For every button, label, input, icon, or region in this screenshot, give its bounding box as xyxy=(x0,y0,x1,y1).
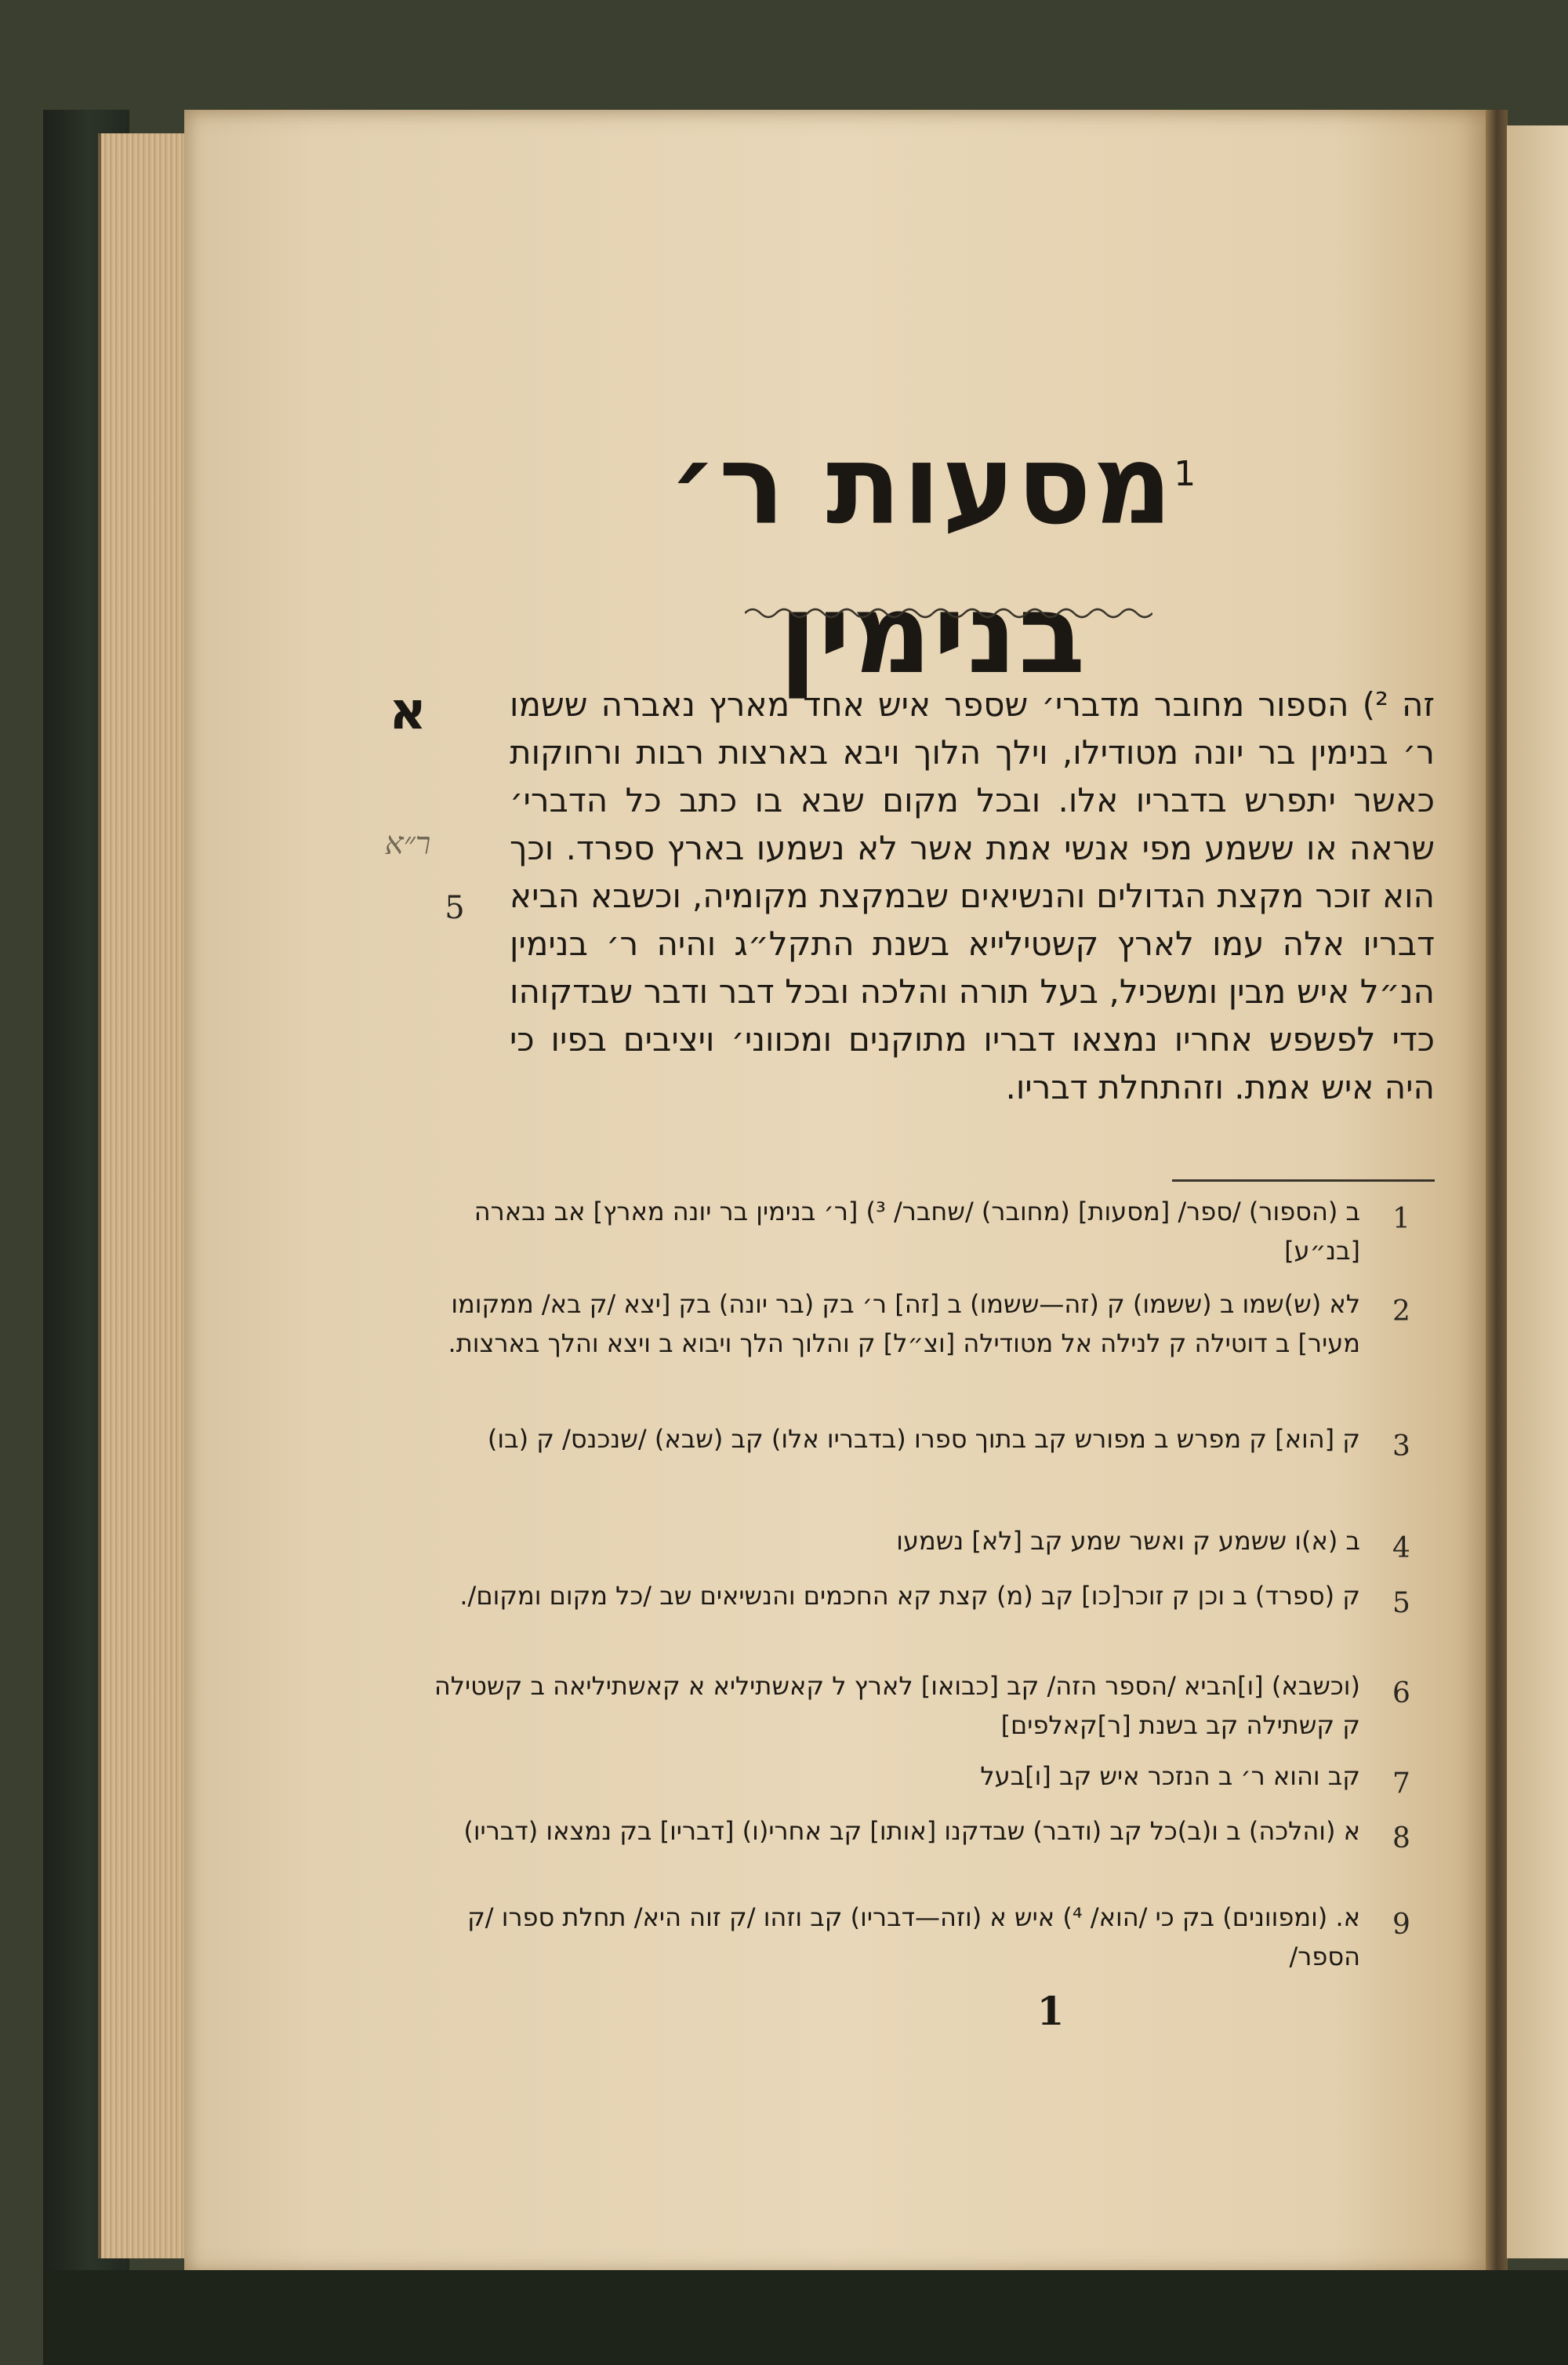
apparatus-line-number: 5 xyxy=(1392,1587,1410,1619)
apparatus-text: (וכשבא) [ו]הביא /הספר הזה/ קב [כבואו] לארץ ל קאשתיליא א קאשתיליאה ב קשטילה ק קשתילה קב בשנת [ר]קאלפים] xyxy=(434,1671,1360,1740)
apparatus-text: א. (ומפוונים) בק כי /הוא/ ⁴) איש א (וזה—דבריו) קב וזהו /ק זוה היא/ תחלת ספרו /ק הספר/ xyxy=(467,1902,1360,1971)
apparatus-row xyxy=(423,1898,1443,1976)
paragraph-text: זה ²) הספור מחובר מדברי׳ שספר איש אחד מארץ נאברה ששמו ר׳ בנימין בר יונה מטודילו, וילך הלוך ויבא בארצות רבות ורחוקות כאשר יתפרש בדבריו אלו. ובכל מקום שבא בו כתב כל הדברי׳ שראה או ששמע מפי אנשי אמת אשר לא נשמעו בארץ ספרד. וכך הוא זוכר מקצת הגדולים והנשיאים שבמקצת מקומיה, וכשבא הביא דבריו אלה עמו לארץ קשטילייא בשנת התקל״ג והיה ר׳ בנימין הנ״ל איש מבין ומשכיל, בעל תורה והלכה ובכל דבר ודבר שבדקוהו כדי לפשפש אחריו נמצאו דבריו מתוקנים ומכווני׳ ויציבים בפיו כי היה איש אמת. וזהתחלת דבריו. xyxy=(510,685,1435,1106)
line-number: 5 xyxy=(445,890,465,926)
apparatus-row xyxy=(423,1192,1443,1270)
facing-page-edge xyxy=(1507,125,1568,2258)
apparatus-row xyxy=(423,1811,1443,1858)
book-gutter xyxy=(1486,110,1508,2274)
apparatus-row xyxy=(423,1284,1443,1363)
apparatus-text: לא (ש)שמו ב (ששמו) ק (זה—ששמו) ב [זה] ר׳ בק (בר יונה) בק [יצא /ק בא/ ממקומו מעיר] ב דוטילה ק לנילה אל מטודילה [וצ״ל] ק והלוך הלך ויבוא ב ויצא והלך בארצות. xyxy=(448,1289,1360,1358)
page-number: 1 xyxy=(1036,1988,1065,2034)
handwritten-note: ר״א xyxy=(384,826,431,862)
apparatus-text: ב (א)ו ששמע ק ואשר שמע קב [לא] נשמעו xyxy=(896,1526,1360,1556)
apparatus-line-number: 3 xyxy=(1392,1430,1410,1462)
book-cover-bottom xyxy=(43,2270,1568,2365)
apparatus-row xyxy=(423,1419,1443,1466)
apparatus-text: ב (הספור) /ספר/ [מסעות] (מחובר) /שחבר/ ³) [ר׳ בנימין בר יונה מארץ] אב נבארה [בנ״ע] xyxy=(474,1197,1360,1266)
apparatus-list xyxy=(423,1192,1443,2007)
apparatus-line-number: 4 xyxy=(1392,1532,1410,1564)
apparatus-text: ק (ספרד) ב וכן ק זוכר[כו] קב (מ) קצת קא החכמים והנשיאים שב /כל מקום ומקום/. xyxy=(459,1581,1360,1611)
apparatus-text: ק [הוא] ק מפרש ב מפורש קב בתוך ספרו (בדבריו אלו) קב (שבא) /שנכנס/ ק (בו) xyxy=(487,1424,1360,1454)
apparatus-row xyxy=(423,1521,1443,1568)
apparatus-line-number: 7 xyxy=(1392,1767,1410,1800)
title-footnote-marker: 1 xyxy=(1174,454,1198,494)
apparatus-text: קב והוא ר׳ ב הנזכר איש קב [ו]בעל xyxy=(980,1761,1360,1791)
page-edges xyxy=(98,133,195,2258)
apparatus-line-number: 9 xyxy=(1392,1909,1410,1941)
apparatus-line-number: 2 xyxy=(1392,1295,1410,1328)
page-title xyxy=(549,400,1317,699)
footnote-separator xyxy=(1172,1179,1435,1182)
main-paragraph xyxy=(510,681,1435,1111)
apparatus-text: א (והלכה) ב ו(ב)כל קב (ודבר) שבדקנו [אותו] קב אחרי(ו) [דבריו] בק נמצאו (דבריו) xyxy=(463,1816,1360,1846)
apparatus-line-number: 8 xyxy=(1392,1822,1410,1855)
apparatus-row xyxy=(423,1756,1443,1804)
apparatus-line-number: 1 xyxy=(1392,1203,1410,1235)
apparatus-row xyxy=(423,1576,1443,1623)
apparatus-line-number: 6 xyxy=(1392,1677,1410,1709)
page-title-text: מסעות ר׳ בנימין xyxy=(668,421,1174,699)
section-letter: א xyxy=(388,681,427,741)
apparatus-row xyxy=(423,1666,1443,1745)
decorative-wavy-rule xyxy=(745,604,1152,623)
